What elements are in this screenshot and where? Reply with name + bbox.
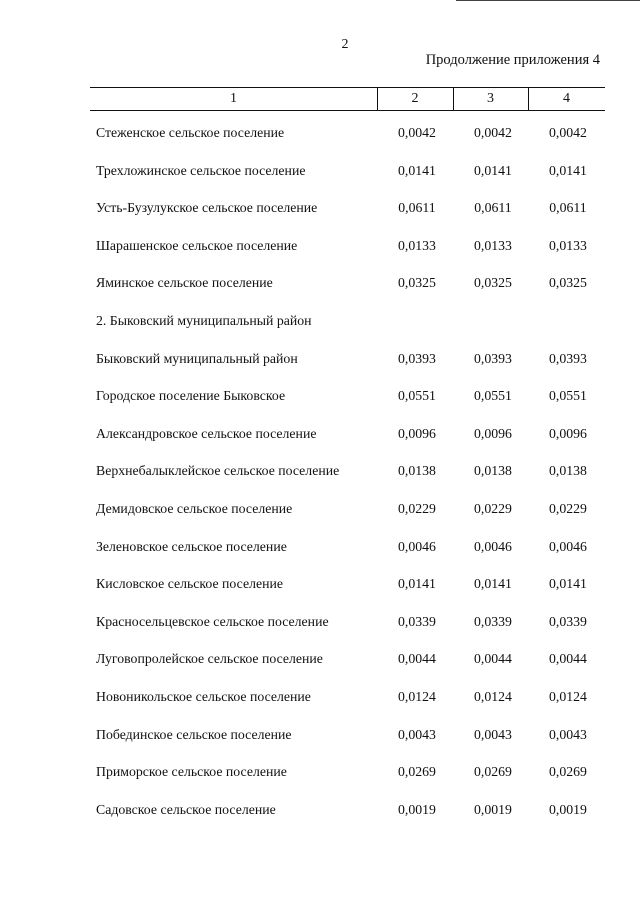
row-value-col-3: 0,0325 (474, 275, 512, 290)
row-name: Усть-Бузулукское сельское поселение (96, 200, 318, 215)
table-row (0, 689, 640, 709)
row-value-col-2: 0,0124 (398, 689, 436, 704)
table-row (0, 313, 640, 333)
row-value-col-4: 0,0042 (549, 125, 587, 140)
row-value-col-4: 0,0096 (549, 426, 587, 441)
row-name: Александровское сельское поселение (96, 426, 317, 441)
row-value-col-2: 0,0096 (398, 426, 436, 441)
table-row (0, 802, 640, 822)
table-row (0, 388, 640, 408)
row-value-col-4: 0,0044 (549, 651, 587, 666)
table-row (0, 614, 640, 634)
table-row (0, 764, 640, 784)
row-name: Городское поселение Быковское (96, 388, 286, 403)
row-value-col-4: 0,0393 (549, 351, 587, 366)
row-value-col-4: 0,0141 (549, 576, 587, 591)
row-name: Побединское сельское поселение (96, 727, 292, 742)
row-value-col-2: 0,0611 (398, 200, 436, 215)
page-number: 2 (341, 37, 349, 52)
row-value-col-2: 0,0043 (398, 727, 436, 742)
table-row (0, 163, 640, 183)
row-value-col-4: 0,0551 (549, 388, 587, 403)
row-value-col-3: 0,0046 (474, 539, 512, 554)
table-row (0, 351, 640, 371)
continuation-label: Продолжение приложения 4 (425, 52, 600, 68)
row-value-col-3: 0,0141 (474, 576, 512, 591)
table-row (0, 501, 640, 521)
table-row (0, 200, 640, 220)
top-corner-rule (456, 0, 640, 1)
table-row (0, 576, 640, 596)
header-col-3: 3 (487, 91, 494, 106)
row-value-col-2: 0,0269 (398, 764, 436, 779)
row-value-col-4: 0,0611 (549, 200, 587, 215)
row-name: Садовское сельское поселение (96, 802, 276, 817)
table-row (0, 275, 640, 295)
table-row (0, 539, 640, 559)
row-value-col-2: 0,0339 (398, 614, 436, 629)
row-value-col-3: 0,0229 (474, 501, 512, 516)
row-name: Демидовское сельское поселение (96, 501, 293, 516)
row-value-col-4: 0,0141 (549, 163, 587, 178)
row-value-col-3: 0,0019 (474, 802, 512, 817)
row-value-col-2: 0,0019 (398, 802, 436, 817)
row-value-col-4: 0,0043 (549, 727, 587, 742)
row-value-col-4: 0,0229 (549, 501, 587, 516)
row-name: Быковский муниципальный район (96, 351, 298, 366)
table-row (0, 463, 640, 483)
row-name: Шарашенское сельское поселение (96, 238, 298, 253)
row-name: Красносельцевское сельское поселение (96, 614, 329, 629)
row-value-col-3: 0,0141 (474, 163, 512, 178)
row-value-col-2: 0,0138 (398, 463, 436, 478)
row-value-col-4: 0,0138 (549, 463, 587, 478)
row-value-col-3: 0,0124 (474, 689, 512, 704)
row-value-col-4: 0,0339 (549, 614, 587, 629)
row-value-col-3: 0,0339 (474, 614, 512, 629)
row-value-col-2: 0,0133 (398, 238, 436, 253)
table-row (0, 651, 640, 671)
row-value-col-3: 0,0043 (474, 727, 512, 742)
row-value-col-3: 0,0042 (474, 125, 512, 140)
row-value-col-2: 0,0325 (398, 275, 436, 290)
row-value-col-2: 0,0042 (398, 125, 436, 140)
row-value-col-3: 0,0269 (474, 764, 512, 779)
row-value-col-2: 0,0141 (398, 163, 436, 178)
row-name: 2. Быковский муниципальный район (96, 313, 312, 328)
row-value-col-3: 0,0393 (474, 351, 512, 366)
row-value-col-3: 0,0551 (474, 388, 512, 403)
row-value-col-3: 0,0096 (474, 426, 512, 441)
row-name: Трехложинское сельское поселение (96, 163, 306, 178)
row-name: Яминское сельское поселение (96, 275, 273, 290)
row-name: Стеженское сельское поселение (96, 125, 285, 140)
row-value-col-4: 0,0124 (549, 689, 587, 704)
row-name: Луговопролейское сельское поселение (96, 651, 323, 666)
header-col-2: 2 (411, 91, 419, 106)
row-value-col-2: 0,0141 (398, 576, 436, 591)
row-value-col-2: 0,0551 (398, 388, 436, 403)
row-name: Кисловское сельское поселение (96, 576, 283, 591)
table-row (0, 125, 640, 145)
row-value-col-3: 0,0133 (474, 238, 512, 253)
table-row (0, 727, 640, 747)
row-value-col-2: 0,0046 (398, 539, 436, 554)
row-value-col-4: 0,0269 (549, 764, 587, 779)
row-value-col-4: 0,0046 (549, 539, 587, 554)
row-value-col-2: 0,0229 (398, 501, 436, 516)
row-value-col-4: 0,0019 (549, 802, 587, 817)
row-name: Приморское сельское поселение (96, 764, 287, 779)
row-name: Новоникольское сельское поселение (96, 689, 311, 704)
row-value-col-3: 0,0611 (474, 200, 512, 215)
row-value-col-2: 0,0044 (398, 651, 436, 666)
row-value-col-3: 0,0138 (474, 463, 512, 478)
row-value-col-3: 0,0044 (474, 651, 512, 666)
row-name: Зеленовское сельское поселение (96, 539, 287, 554)
header-col-4: 4 (563, 91, 570, 106)
table-row (0, 238, 640, 258)
row-value-col-4: 0,0133 (549, 238, 587, 253)
row-value-col-2: 0,0393 (398, 351, 436, 366)
row-value-col-4: 0,0325 (549, 275, 587, 290)
row-name: Верхнебалыклейское сельское поселение (96, 463, 340, 478)
header-col-1: 1 (230, 91, 237, 106)
table-row (0, 426, 640, 446)
